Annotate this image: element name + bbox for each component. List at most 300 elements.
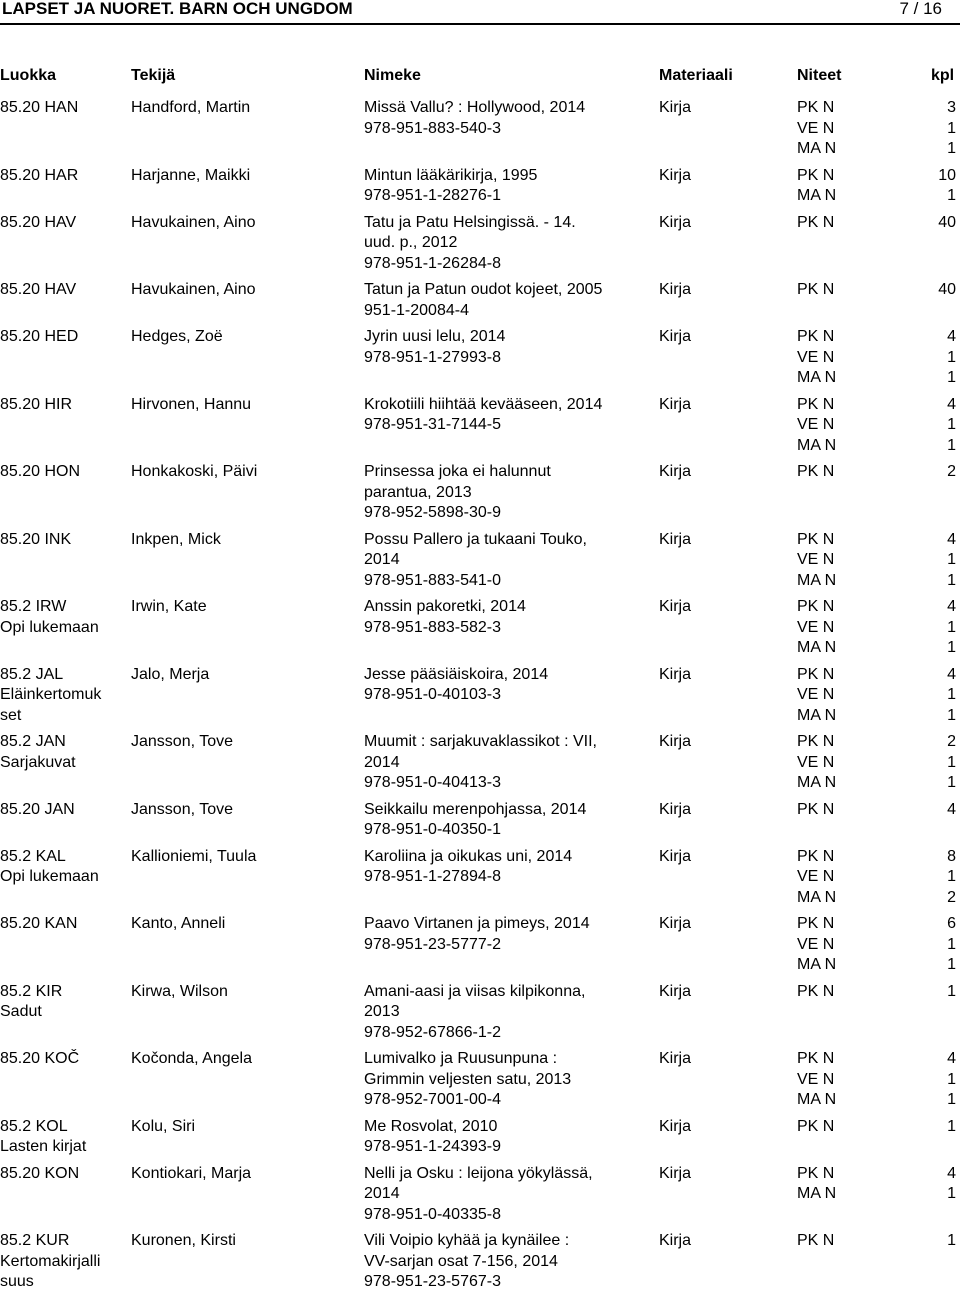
cell-nimeke bbox=[364, 462, 649, 524]
luokka-text: Sadut bbox=[0, 1003, 42, 1020]
kpl-text: 4 bbox=[947, 328, 956, 345]
materiaali-text: Kirja bbox=[659, 1232, 692, 1249]
nimeke-text: 978-951-23-5767-3 bbox=[364, 1273, 501, 1290]
cell-materiaali bbox=[659, 98, 691, 119]
kpl-text: 4 bbox=[947, 598, 956, 615]
kpl-text: 1 bbox=[947, 551, 956, 568]
table-row bbox=[0, 462, 960, 524]
cell-kpl bbox=[912, 800, 956, 821]
cell-niteet bbox=[797, 213, 834, 234]
table-row bbox=[0, 800, 960, 841]
luokka-text: 85.20 HAR bbox=[0, 166, 79, 184]
tekija-text: Honkakoski, Päivi bbox=[131, 463, 258, 480]
kpl-text: 1 bbox=[947, 639, 956, 656]
table-row bbox=[0, 166, 960, 207]
tekija-text: Havukainen, Aino bbox=[131, 213, 256, 231]
niteet-text: MA N bbox=[797, 187, 837, 204]
cell-tekija bbox=[131, 982, 228, 1003]
nimeke-text: Muumit : sarjakuvaklassikot : VII, bbox=[364, 733, 597, 750]
cell-niteet bbox=[797, 462, 834, 483]
cell-nimeke bbox=[364, 982, 649, 1044]
niteet-text: MA N bbox=[797, 571, 837, 589]
cell-nimeke bbox=[364, 665, 649, 706]
kpl-text: 1 bbox=[947, 618, 956, 636]
tekija-text: Kočonda, Angela bbox=[131, 1050, 252, 1067]
kpl-text: 1 bbox=[947, 119, 956, 137]
materiaali-text: Kirja bbox=[659, 847, 692, 865]
nimeke-text: 978-951-883-540-3 bbox=[364, 119, 501, 137]
cell-tekija bbox=[131, 732, 233, 753]
column-header-tekija: Tekijä bbox=[131, 67, 176, 84]
niteet-text: PK N bbox=[797, 328, 835, 345]
nimeke-text: Tatu ja Patu Helsingissä. - 14. bbox=[364, 213, 576, 231]
materiaali-text: Kirja bbox=[659, 1164, 692, 1182]
materiaali-text: Kirja bbox=[659, 915, 692, 932]
cell-niteet bbox=[797, 597, 836, 659]
column-header-luokka: Luokka bbox=[0, 67, 57, 84]
cell-niteet bbox=[797, 166, 836, 207]
luokka-text: 85.2 KUR bbox=[0, 1232, 70, 1249]
nimeke-text: Jesse pääsiäiskoira, 2014 bbox=[364, 665, 549, 683]
cell-niteet bbox=[797, 665, 836, 727]
niteet-text: PK N bbox=[797, 166, 835, 184]
luokka-text: 85.2 KOL bbox=[0, 1117, 68, 1135]
cell-luokka bbox=[0, 395, 72, 416]
nimeke-text: Tatun ja Patun oudot kojeet, 2005 bbox=[364, 281, 603, 298]
nimeke-text: Amani-aasi ja viisas kilpikonna, bbox=[364, 982, 586, 1000]
nimeke-text: VV-sarjan osat 7-156, 2014 bbox=[364, 1252, 558, 1270]
niteet-text: VE N bbox=[797, 868, 835, 885]
luokka-text: suus bbox=[0, 1273, 34, 1290]
cell-kpl bbox=[912, 597, 956, 659]
cell-niteet bbox=[797, 1117, 834, 1138]
cell-tekija bbox=[131, 395, 251, 416]
cell-kpl bbox=[912, 166, 956, 207]
cell-kpl bbox=[912, 395, 956, 457]
cell-kpl bbox=[912, 327, 956, 389]
cell-nimeke bbox=[364, 280, 649, 321]
niteet-text: MA N bbox=[797, 706, 837, 724]
cell-niteet bbox=[797, 98, 836, 160]
kpl-text: 1 bbox=[947, 571, 956, 589]
cell-niteet bbox=[797, 1231, 834, 1252]
cell-luokka bbox=[0, 462, 80, 483]
kpl-text: 1 bbox=[947, 868, 956, 885]
nimeke-text: Me Rosvolat, 2010 bbox=[364, 1117, 498, 1135]
table-row bbox=[0, 1049, 960, 1111]
tekija-text: Kallioniemi, Tuula bbox=[131, 847, 257, 865]
materiaali-text: Kirja bbox=[659, 281, 692, 298]
nimeke-text: 978-951-0-40103-3 bbox=[364, 686, 501, 703]
kpl-text: 1 bbox=[947, 706, 956, 724]
cell-luokka bbox=[0, 665, 101, 727]
kpl-text: 1 bbox=[947, 1091, 956, 1108]
nimeke-text: 978-951-1-27993-8 bbox=[364, 348, 501, 366]
cell-kpl bbox=[912, 98, 956, 160]
cell-niteet bbox=[797, 530, 836, 592]
kpl-text: 1 bbox=[947, 956, 956, 973]
nimeke-text: 951-1-20084-4 bbox=[364, 301, 469, 319]
materiaali-text: Kirja bbox=[659, 1050, 692, 1067]
nimeke-text: Nelli ja Osku : leijona yökylässä, bbox=[364, 1164, 593, 1182]
nimeke-text: 978-951-0-40335-8 bbox=[364, 1205, 501, 1223]
cell-nimeke bbox=[364, 1117, 649, 1158]
kpl-text: 4 bbox=[947, 395, 956, 413]
luokka-text: 85.20 HIR bbox=[0, 395, 73, 413]
nimeke-text: 978-952-7001-00-4 bbox=[364, 1091, 501, 1108]
cell-luokka bbox=[0, 530, 71, 551]
niteet-text: PK N bbox=[797, 395, 835, 413]
kpl-text: 1 bbox=[947, 140, 956, 157]
cell-luokka bbox=[0, 847, 99, 888]
cell-tekija bbox=[131, 597, 207, 618]
niteet-text: MA N bbox=[797, 956, 837, 973]
nimeke-text: parantua, 2013 bbox=[364, 483, 472, 501]
table-row bbox=[0, 98, 960, 160]
kpl-text: 1 bbox=[947, 369, 956, 386]
nimeke-text: 978-951-883-582-3 bbox=[364, 618, 501, 636]
cell-materiaali bbox=[659, 213, 691, 234]
nimeke-text: Seikkailu merenpohjassa, 2014 bbox=[364, 800, 587, 818]
kpl-text: 6 bbox=[947, 915, 956, 932]
nimeke-text: 978-952-5898-30-9 bbox=[364, 504, 501, 521]
kpl-text: 8 bbox=[947, 847, 956, 865]
cell-luokka bbox=[0, 327, 78, 348]
materiaali-text: Kirja bbox=[659, 463, 692, 480]
kpl-text: 40 bbox=[938, 281, 956, 298]
tekija-text: Jansson, Tove bbox=[131, 733, 233, 750]
cell-kpl bbox=[912, 665, 956, 727]
cell-kpl bbox=[912, 1117, 956, 1138]
niteet-text: VE N bbox=[797, 119, 835, 137]
niteet-text: VE N bbox=[797, 935, 835, 953]
cell-tekija bbox=[131, 327, 223, 348]
niteet-text: MA N bbox=[797, 1185, 837, 1202]
cell-kpl bbox=[912, 530, 956, 592]
niteet-text: PK N bbox=[797, 1050, 835, 1067]
materiaali-text: Kirja bbox=[659, 733, 692, 750]
nimeke-text: Vili Voipio kyhää ja kynäilee : bbox=[364, 1232, 570, 1249]
nimeke-text: uud. p., 2012 bbox=[364, 234, 458, 251]
niteet-text: PK N bbox=[797, 213, 835, 231]
tekija-text: Hirvonen, Hannu bbox=[131, 395, 252, 413]
cell-materiaali bbox=[659, 1164, 691, 1185]
kpl-text: 2 bbox=[947, 463, 956, 480]
cell-niteet bbox=[797, 280, 834, 301]
nimeke-text: Karoliina ja oikukas uni, 2014 bbox=[364, 847, 573, 865]
luokka-text: 85.20 KOČ bbox=[0, 1050, 80, 1067]
cell-tekija bbox=[131, 1049, 252, 1070]
niteet-text: MA N bbox=[797, 1091, 837, 1108]
nimeke-text: 978-951-883-541-0 bbox=[364, 571, 501, 589]
cell-luokka bbox=[0, 213, 76, 234]
nimeke-text: Lumivalko ja Ruusunpuna : bbox=[364, 1050, 558, 1067]
cell-nimeke bbox=[364, 732, 649, 794]
kpl-text: 1 bbox=[947, 416, 956, 433]
cell-kpl bbox=[912, 280, 956, 301]
nimeke-text: 2014 bbox=[364, 753, 400, 771]
cell-nimeke bbox=[364, 914, 649, 955]
niteet-text: PK N bbox=[797, 1117, 835, 1135]
column-header-niteet: Niteet bbox=[797, 67, 842, 84]
column-header-nimeke: Nimeke bbox=[364, 67, 421, 84]
materiaali-text: Kirja bbox=[659, 328, 692, 345]
cell-materiaali bbox=[659, 327, 691, 348]
cell-kpl bbox=[912, 1164, 956, 1205]
niteet-text: PK N bbox=[797, 915, 835, 932]
column-header-kpl: kpl bbox=[931, 67, 955, 84]
cell-luokka bbox=[0, 800, 75, 821]
kpl-text: 1 bbox=[947, 348, 956, 366]
nimeke-text: Possu Pallero ja tukaani Touko, bbox=[364, 530, 587, 548]
luokka-text: 85.20 KAN bbox=[0, 915, 78, 932]
luokka-text: 85.20 HED bbox=[0, 328, 79, 345]
niteet-text: PK N bbox=[797, 1232, 835, 1249]
kpl-text: 1 bbox=[947, 187, 956, 204]
cell-kpl bbox=[912, 213, 956, 234]
cell-materiaali bbox=[659, 166, 691, 187]
cell-materiaali bbox=[659, 1231, 691, 1252]
table-row bbox=[0, 847, 960, 909]
cell-materiaali bbox=[659, 597, 691, 618]
tekija-text: Irwin, Kate bbox=[131, 598, 207, 615]
luokka-text: Opi lukemaan bbox=[0, 868, 99, 885]
luokka-text: 85.2 IRW bbox=[0, 598, 67, 615]
luokka-text: 85.2 JAN bbox=[0, 733, 66, 750]
niteet-text: VE N bbox=[797, 618, 835, 636]
cell-niteet bbox=[797, 800, 834, 821]
luokka-text: 85.2 JAL bbox=[0, 665, 64, 683]
kpl-text: 4 bbox=[947, 1164, 956, 1182]
cell-tekija bbox=[131, 213, 256, 234]
luokka-text: Lasten kirjat bbox=[0, 1138, 87, 1155]
table-row bbox=[0, 280, 960, 321]
kpl-text: 1 bbox=[947, 1070, 956, 1088]
tekija-text: Kirwa, Wilson bbox=[131, 982, 228, 1000]
tekija-text: Hedges, Zoë bbox=[131, 328, 223, 345]
niteet-text: MA N bbox=[797, 140, 837, 157]
nimeke-text: Jyrin uusi lelu, 2014 bbox=[364, 328, 506, 345]
cell-materiaali bbox=[659, 847, 691, 868]
cell-tekija bbox=[131, 847, 256, 868]
kpl-text: 1 bbox=[947, 935, 956, 953]
niteet-text: VE N bbox=[797, 416, 835, 433]
cell-kpl bbox=[912, 847, 956, 909]
luokka-text: set bbox=[0, 706, 22, 724]
table-row bbox=[0, 1164, 960, 1226]
nimeke-text: Prinsessa joka ei halunnut bbox=[364, 463, 551, 480]
kpl-text: 1 bbox=[947, 1117, 956, 1135]
luokka-text: 85.20 INK bbox=[0, 530, 72, 548]
cell-tekija bbox=[131, 1231, 236, 1252]
cell-luokka bbox=[0, 166, 78, 187]
niteet-text: PK N bbox=[797, 598, 835, 615]
cell-nimeke bbox=[364, 395, 649, 436]
kpl-text: 4 bbox=[947, 800, 956, 818]
cell-materiaali bbox=[659, 280, 691, 301]
kpl-text: 4 bbox=[947, 1050, 956, 1067]
table-row bbox=[0, 1231, 960, 1293]
materiaali-text: Kirja bbox=[659, 395, 692, 413]
tekija-text: Kolu, Siri bbox=[131, 1117, 196, 1135]
materiaali-text: Kirja bbox=[659, 213, 692, 231]
cell-kpl bbox=[912, 732, 956, 794]
cell-niteet bbox=[797, 1164, 836, 1205]
nimeke-text: Krokotiili hiihtää kevääseen, 2014 bbox=[364, 395, 603, 413]
tekija-text: Jansson, Tove bbox=[131, 800, 233, 818]
table-row bbox=[0, 914, 960, 976]
niteet-text: PK N bbox=[797, 530, 835, 548]
cell-luokka bbox=[0, 1049, 79, 1070]
cell-nimeke bbox=[364, 597, 649, 638]
niteet-text: MA N bbox=[797, 436, 837, 454]
niteet-text: MA N bbox=[797, 774, 837, 791]
niteet-text: PK N bbox=[797, 1164, 835, 1182]
column-header-materiaali: Materiaali bbox=[659, 67, 733, 84]
materiaali-text: Kirja bbox=[659, 598, 692, 615]
luokka-text: 85.20 HAN bbox=[0, 99, 79, 116]
niteet-text: PK N bbox=[797, 281, 835, 298]
cell-nimeke bbox=[364, 98, 649, 139]
luokka-text: Eläinkertomuk bbox=[0, 686, 102, 703]
cell-niteet bbox=[797, 327, 836, 389]
kpl-text: 4 bbox=[947, 665, 956, 683]
luokka-text: 85.20 JAN bbox=[0, 800, 75, 818]
kpl-text: 10 bbox=[938, 166, 956, 184]
cell-materiaali bbox=[659, 1117, 691, 1138]
kpl-text: 2 bbox=[947, 733, 956, 750]
kpl-text: 1 bbox=[947, 1232, 956, 1249]
kpl-text: 1 bbox=[947, 774, 956, 791]
niteet-text: PK N bbox=[797, 847, 835, 865]
luokka-text: Sarjakuvat bbox=[0, 753, 76, 771]
cell-nimeke bbox=[364, 847, 649, 888]
nimeke-text: 978-951-1-28276-1 bbox=[364, 187, 501, 204]
kpl-text: 1 bbox=[947, 753, 956, 771]
nimeke-text: 2014 bbox=[364, 1185, 400, 1202]
page-number: 7 / 16 bbox=[899, 0, 942, 18]
cell-luokka bbox=[0, 597, 99, 638]
materiaali-text: Kirja bbox=[659, 530, 692, 548]
cell-kpl bbox=[912, 1049, 956, 1111]
luokka-text: 85.20 HAV bbox=[0, 213, 77, 231]
header-divider bbox=[0, 23, 960, 25]
luokka-text: 85.20 KON bbox=[0, 1164, 80, 1182]
cell-niteet bbox=[797, 982, 834, 1003]
nimeke-text: Paavo Virtanen ja pimeys, 2014 bbox=[364, 915, 590, 932]
niteet-text: VE N bbox=[797, 348, 835, 366]
table-row bbox=[0, 327, 960, 389]
tekija-text: Inkpen, Mick bbox=[131, 530, 221, 548]
tekija-text: Kuronen, Kirsti bbox=[131, 1232, 236, 1249]
cell-luokka bbox=[0, 1231, 100, 1293]
cell-tekija bbox=[131, 665, 209, 686]
niteet-text: VE N bbox=[797, 551, 835, 568]
niteet-text: MA N bbox=[797, 639, 837, 656]
cell-kpl bbox=[912, 1231, 956, 1252]
cell-nimeke bbox=[364, 530, 649, 592]
nimeke-text: 978-951-31-7144-5 bbox=[364, 416, 501, 433]
kpl-text: 1 bbox=[947, 1185, 956, 1202]
cell-materiaali bbox=[659, 1049, 691, 1070]
cell-niteet bbox=[797, 914, 836, 976]
nimeke-text: 978-951-1-27894-8 bbox=[364, 868, 501, 885]
table-row bbox=[0, 597, 960, 659]
luokka-text: 85.2 KAL bbox=[0, 847, 66, 865]
table-row bbox=[0, 1117, 960, 1158]
materiaali-text: Kirja bbox=[659, 800, 692, 818]
niteet-text: PK N bbox=[797, 982, 835, 1000]
cell-tekija bbox=[131, 1164, 251, 1185]
cell-materiaali bbox=[659, 395, 691, 416]
kpl-text: 1 bbox=[947, 982, 956, 1000]
kpl-text: 40 bbox=[938, 213, 956, 231]
kpl-text: 1 bbox=[947, 436, 956, 454]
cell-niteet bbox=[797, 847, 836, 909]
cell-nimeke bbox=[364, 166, 649, 207]
table-row bbox=[0, 530, 960, 592]
cell-kpl bbox=[912, 914, 956, 976]
cell-tekija bbox=[131, 1117, 195, 1138]
nimeke-text: 978-951-0-40350-1 bbox=[364, 821, 501, 838]
materiaali-text: Kirja bbox=[659, 99, 692, 116]
nimeke-text: 978-951-1-26284-8 bbox=[364, 254, 501, 272]
cell-luokka bbox=[0, 98, 78, 119]
niteet-text: MA N bbox=[797, 369, 837, 386]
cell-materiaali bbox=[659, 982, 691, 1003]
nimeke-text: 978-951-1-24393-9 bbox=[364, 1138, 501, 1155]
luokka-text: 85.2 KIR bbox=[0, 982, 63, 1000]
nimeke-text: 978-952-67866-1-2 bbox=[364, 1023, 501, 1041]
kpl-text: 1 bbox=[947, 686, 956, 703]
table-row bbox=[0, 732, 960, 794]
nimeke-text: Mintun lääkärikirja, 1995 bbox=[364, 166, 538, 184]
kpl-text: 3 bbox=[947, 99, 956, 116]
cell-nimeke bbox=[364, 213, 649, 275]
materiaali-text: Kirja bbox=[659, 1117, 692, 1135]
cell-materiaali bbox=[659, 462, 691, 483]
cell-materiaali bbox=[659, 665, 691, 686]
cell-materiaali bbox=[659, 530, 691, 551]
tekija-text: Jalo, Merja bbox=[131, 665, 210, 683]
cell-tekija bbox=[131, 914, 225, 935]
tekija-text: Handford, Martin bbox=[131, 99, 251, 116]
table-row bbox=[0, 665, 960, 727]
cell-nimeke bbox=[364, 1231, 649, 1293]
cell-luokka bbox=[0, 732, 76, 773]
cell-tekija bbox=[131, 166, 250, 187]
kpl-text: 4 bbox=[947, 530, 956, 548]
tekija-text: Kanto, Anneli bbox=[131, 915, 226, 932]
cell-kpl bbox=[912, 982, 956, 1003]
nimeke-text: 978-951-23-5777-2 bbox=[364, 935, 501, 953]
table-row bbox=[0, 213, 960, 275]
kpl-text: 2 bbox=[947, 888, 956, 906]
nimeke-text: Grimmin veljesten satu, 2013 bbox=[364, 1070, 572, 1088]
page-header-title: LAPSET JA NUORET. BARN OCH UNGDOM bbox=[2, 0, 353, 18]
nimeke-text: 2014 bbox=[364, 551, 400, 568]
luokka-text: 85.20 HON bbox=[0, 463, 81, 480]
tekija-text: Havukainen, Aino bbox=[131, 281, 256, 298]
table-row bbox=[0, 982, 960, 1044]
cell-materiaali bbox=[659, 914, 691, 935]
luokka-text: Opi lukemaan bbox=[0, 618, 99, 636]
cell-niteet bbox=[797, 395, 836, 457]
cell-nimeke bbox=[364, 800, 649, 841]
nimeke-text: Anssin pakoretki, 2014 bbox=[364, 598, 526, 615]
nimeke-text: Missä Vallu? : Hollywood, 2014 bbox=[364, 99, 586, 116]
materiaali-text: Kirja bbox=[659, 166, 692, 184]
